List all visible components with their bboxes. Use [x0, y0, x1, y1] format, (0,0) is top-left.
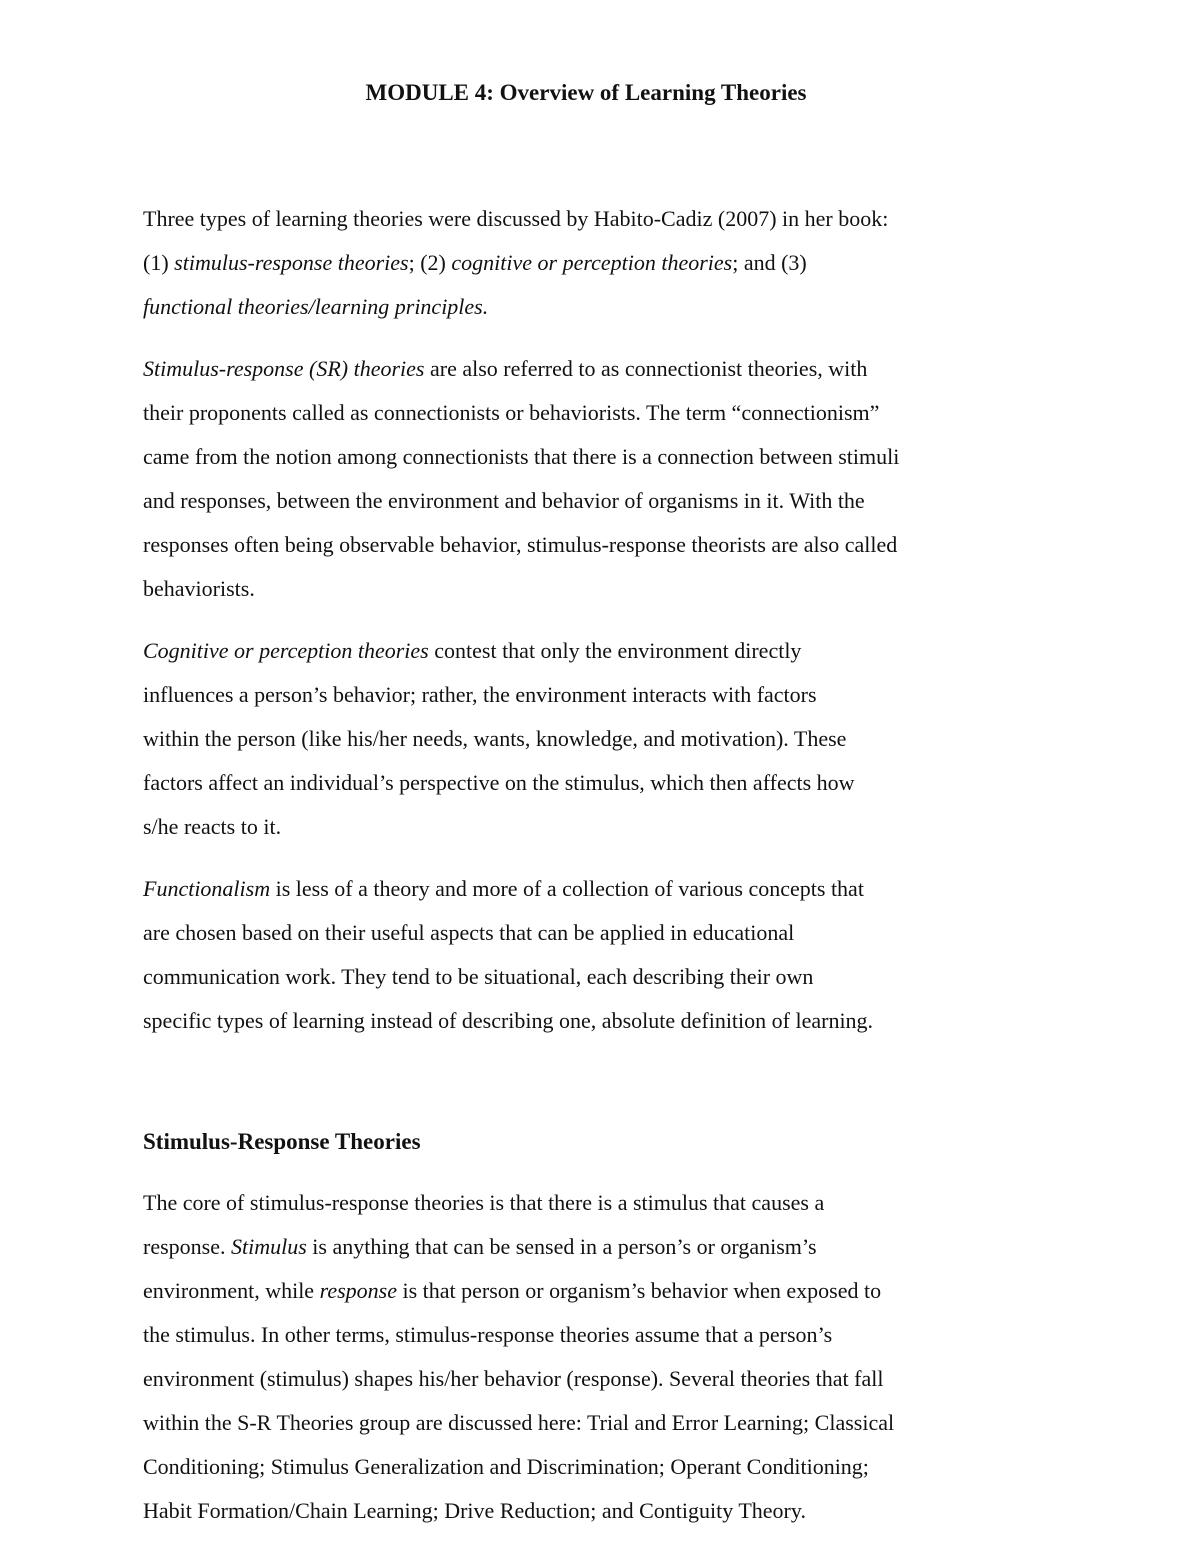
- sr-line-1: [143, 347, 1063, 391]
- func-line-3: communication work. They tend to be situational, each describing their own: [143, 964, 814, 989]
- cog-line-2: influences a person’s behavior; rather, the environment interacts with factors: [143, 682, 817, 707]
- cognitive-paragraph: [143, 629, 1063, 849]
- core-line-7: Conditioning; Stimulus Generalization and Discrimination; Operant Conditioning;: [143, 1454, 869, 1479]
- sr-line-4: and responses, between the environment and behavior of organisms in it. With the: [143, 488, 865, 513]
- intro-line-2-a: (1): [143, 250, 175, 275]
- core-line-4: the stimulus. In other terms, stimulus-response theories assume that a person’s: [143, 1322, 833, 1347]
- intro-line-1: Three types of learning theories were discussed by Habito-Cadiz (2007) in her book:: [143, 206, 889, 231]
- core-line-8: Habit Formation/Chain Learning; Drive Reduction; and Contiguity Theory.: [143, 1498, 806, 1523]
- sr-term: Stimulus-response (SR) theories: [143, 356, 425, 381]
- func-term: Functionalism: [143, 876, 271, 901]
- sr-line-3: came from the notion among connectionists that there is a connection between stimuli: [143, 444, 900, 469]
- intro-line-2-c: ; and (3): [732, 250, 807, 275]
- core-term-stimulus: Stimulus: [230, 1234, 307, 1259]
- intro-paragraph: [143, 197, 1063, 329]
- intro-term-sr: stimulus-response theories: [174, 250, 409, 275]
- section-heading: Stimulus-Response Theories: [143, 1129, 421, 1154]
- cog-line-5: s/he reacts to it.: [143, 814, 282, 839]
- func-line-2: are chosen based on their useful aspects that can be applied in educational: [143, 920, 795, 945]
- core-line-3: [143, 1269, 1063, 1313]
- cog-line-1: [143, 629, 1063, 673]
- core-line-3-a: environment, while: [143, 1278, 320, 1303]
- func-line-4: specific types of learning instead of describing one, absolute definition of learning.: [143, 1008, 874, 1033]
- sr-paragraph: [143, 347, 1063, 611]
- cog-line-4: factors affect an individual’s perspective on the stimulus, which then affects how: [143, 770, 855, 795]
- cog-term: Cognitive or perception theories: [143, 638, 429, 663]
- sr-line-2: their proponents called as connectionists or behaviorists. The term “connectionism”: [143, 400, 880, 425]
- sr-line-6: behaviorists.: [143, 576, 255, 601]
- intro-line-2: [143, 241, 1063, 285]
- core-line-2-b: is anything that can be sensed in a person’s or organism’s: [306, 1234, 817, 1259]
- functionalism-paragraph: [143, 867, 1063, 1043]
- intro-line-3: [143, 285, 1063, 329]
- cog-line-3: within the person (like his/her needs, wants, knowledge, and motivation). These: [143, 726, 847, 751]
- sr-line-5: responses often being observable behavior, stimulus-response theorists are also called: [143, 532, 898, 557]
- core-line-3-b: is that person or organism’s behavior when exposed to: [396, 1278, 882, 1303]
- core-paragraph: [143, 1181, 1063, 1533]
- sr-line-1-rest: are also referred to as connectionist theories, with: [424, 356, 868, 381]
- core-line-6: within the S-R Theories group are discussed here: Trial and Error Learning; Classical: [143, 1410, 895, 1435]
- page-title: MODULE 4: Overview of Learning Theories: [365, 80, 807, 105]
- cog-line-1-rest: contest that only the environment directly: [428, 638, 802, 663]
- intro-term-cognitive: cognitive or perception theories: [451, 250, 733, 275]
- intro-term-functional: functional theories/learning principles.: [143, 294, 489, 319]
- core-line-5: environment (stimulus) shapes his/her behavior (response). Several theories that fall: [143, 1366, 884, 1391]
- core-line-2-a: response.: [143, 1234, 231, 1259]
- core-line-1: The core of stimulus-response theories is that there is a stimulus that causes a: [143, 1190, 825, 1215]
- intro-line-2-b: ; (2): [408, 250, 452, 275]
- core-term-response: response: [319, 1278, 397, 1303]
- func-line-1: [143, 867, 1063, 911]
- core-line-2: [143, 1225, 1063, 1269]
- func-line-1-rest: is less of a theory and more of a collection of various concepts that: [270, 876, 864, 901]
